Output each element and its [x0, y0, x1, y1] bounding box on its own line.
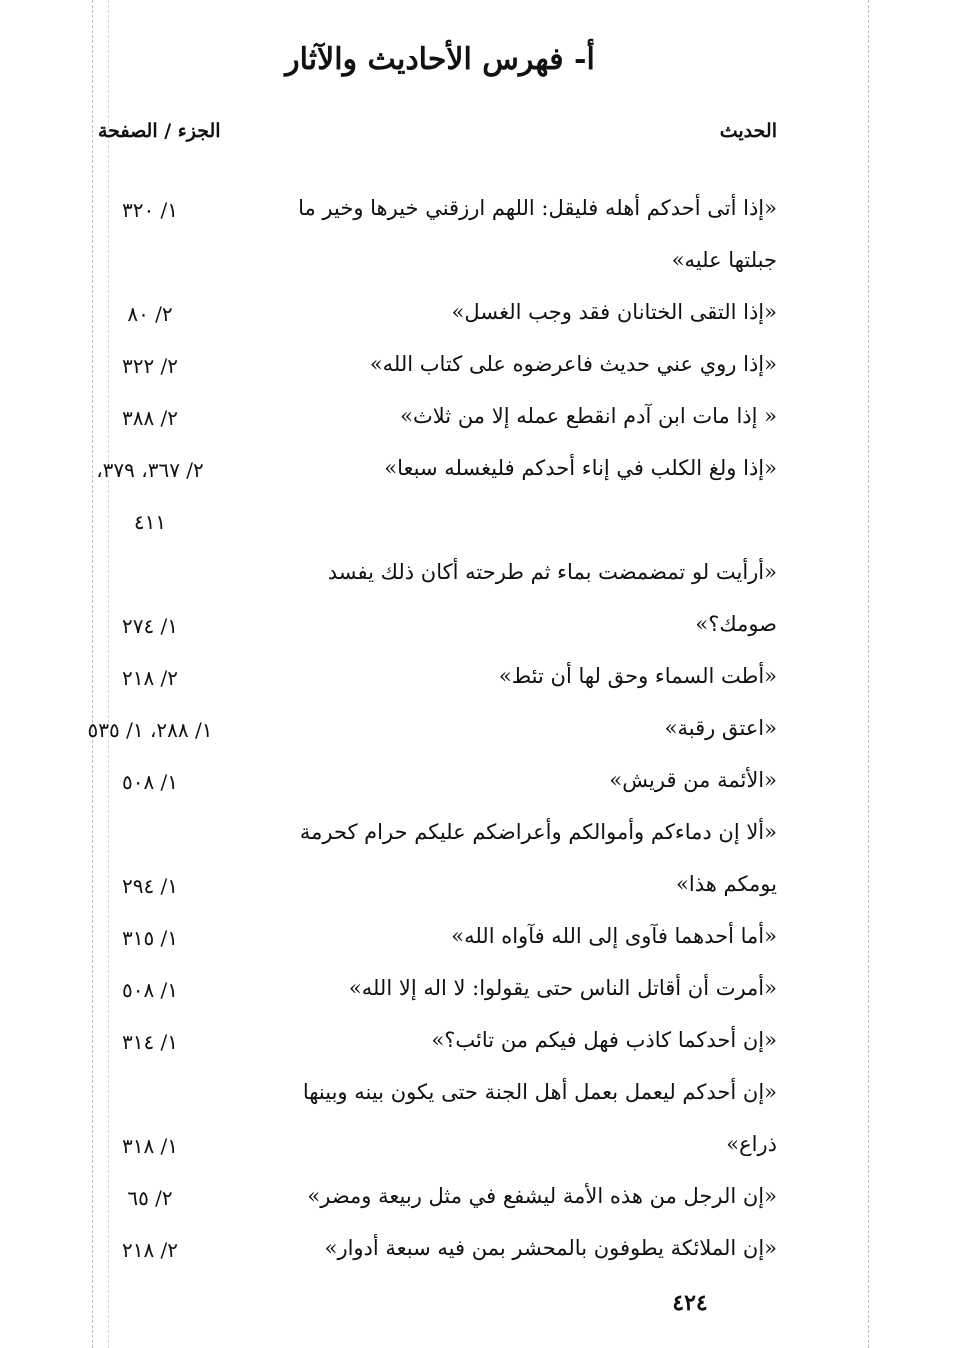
index-line — [0, 294, 955, 346]
volume-page-ref: ١/ ٣١٥ — [121, 926, 179, 950]
volume-page-ref: ١/ ٣١٨ — [121, 1134, 179, 1158]
volume-page-ref: ٢/ ٨٠ — [127, 302, 173, 326]
hadith-text: «إن أحدكما كاذب فهل فيكم من تائب؟» — [431, 1028, 777, 1052]
index-line — [0, 1126, 955, 1178]
index-line — [0, 658, 955, 710]
hadith-text: «إذا روي عني حديث فاعرضوه على كتاب الله» — [369, 352, 777, 376]
hadith-text: «أطت السماء وحق لها أن تئط» — [498, 664, 777, 688]
volume-page-ref: ٤١١ — [133, 510, 167, 534]
index-line — [0, 1230, 955, 1282]
volume-page-ref: ٢/ ٣٦٧، ٣٧٩، — [96, 458, 204, 482]
volume-page-ref: ١/ ٢٨٨، ١/ ٥٣٥ — [87, 718, 213, 742]
index-line — [0, 242, 955, 294]
hadith-text: جبلتها عليه» — [671, 248, 777, 272]
index-line — [0, 398, 955, 450]
hadith-text: «أرأيت لو تمضمضت بماء ثم طرحته أكان ذلك يفسد — [327, 560, 777, 584]
volume-page-ref: ٢/ ٢١٨ — [121, 666, 179, 690]
index-line — [0, 554, 955, 606]
hadith-text: «إن الرجل من هذه الأمة ليشفع في مثل ربيعة ومضر» — [307, 1184, 777, 1208]
volume-page-ref: ١/ ٣٢٠ — [121, 198, 179, 222]
volume-page-ref: ٢/ ٢١٨ — [121, 1238, 179, 1262]
volume-page-ref: ٢/ ٣٨٨ — [121, 406, 179, 430]
index-line — [0, 502, 955, 554]
hadith-text: «إن الملائكة يطوفون بالمحشر بمن فيه سبعة أدوار» — [324, 1236, 777, 1260]
column-header-volume-page: الجزء / الصفحة — [98, 120, 221, 142]
column-header-hadith: الحديث — [719, 120, 777, 142]
hadith-text: صومك؟» — [695, 612, 777, 636]
hadith-text: يومكم هذا» — [676, 872, 777, 896]
index-line — [0, 710, 955, 762]
index-line — [0, 814, 955, 866]
volume-page-ref: ١/ ٣١٤ — [121, 1030, 179, 1054]
index-line — [0, 450, 955, 502]
hadith-text: «أمرت أن أقاتل الناس حتى يقولوا: لا اله إلا الله» — [348, 976, 777, 1000]
hadith-text: «الأئمة من قريش» — [609, 768, 777, 792]
hadith-text: « إذا مات ابن آدم انقطع عمله إلا من ثلاث» — [400, 404, 777, 428]
index-line — [0, 1022, 955, 1074]
index-line — [0, 1074, 955, 1126]
index-line — [0, 606, 955, 658]
volume-page-ref: ٢/ ٣٢٢ — [121, 354, 179, 378]
volume-page-ref: ١/ ٢٧٤ — [121, 614, 179, 638]
index-line — [0, 190, 955, 242]
index-line — [0, 346, 955, 398]
hadith-text: «إذا ولغ الكلب في إناء أحدكم فليغسله سبعا» — [384, 456, 777, 480]
hadith-text: «اعتق رقبة» — [664, 716, 777, 740]
page-number: ٤٢٤ — [672, 1290, 708, 1316]
hadith-text: «إن أحدكم ليعمل بعمل أهل الجنة حتى يكون بينه وبينها — [302, 1080, 777, 1104]
hadith-text: «أما أحدهما فآوى إلى الله فآواه الله» — [451, 924, 777, 948]
page-title: أ- فهرس الأحاديث والآثار — [285, 42, 595, 77]
hadith-text: ذراع» — [726, 1132, 777, 1156]
hadith-index-list — [0, 190, 955, 1282]
volume-page-ref: ١/ ٥٠٨ — [121, 978, 179, 1002]
index-line — [0, 918, 955, 970]
volume-page-ref: ١/ ٥٠٨ — [121, 770, 179, 794]
index-line — [0, 762, 955, 814]
volume-page-ref: ٢/ ٦٥ — [127, 1186, 173, 1210]
hadith-text: «إذا أتى أحدكم أهله فليقل: اللهم ارزقني خيرها وخير ما — [298, 196, 777, 220]
volume-page-ref: ١/ ٢٩٤ — [121, 874, 179, 898]
hadith-text: «ألا إن دماءكم وأموالكم وأعراضكم عليكم حرام كحرمة — [299, 820, 777, 844]
index-line — [0, 1178, 955, 1230]
index-line — [0, 866, 955, 918]
hadith-text: «إذا التقى الختانان فقد وجب الغسل» — [451, 300, 777, 324]
index-line — [0, 970, 955, 1022]
